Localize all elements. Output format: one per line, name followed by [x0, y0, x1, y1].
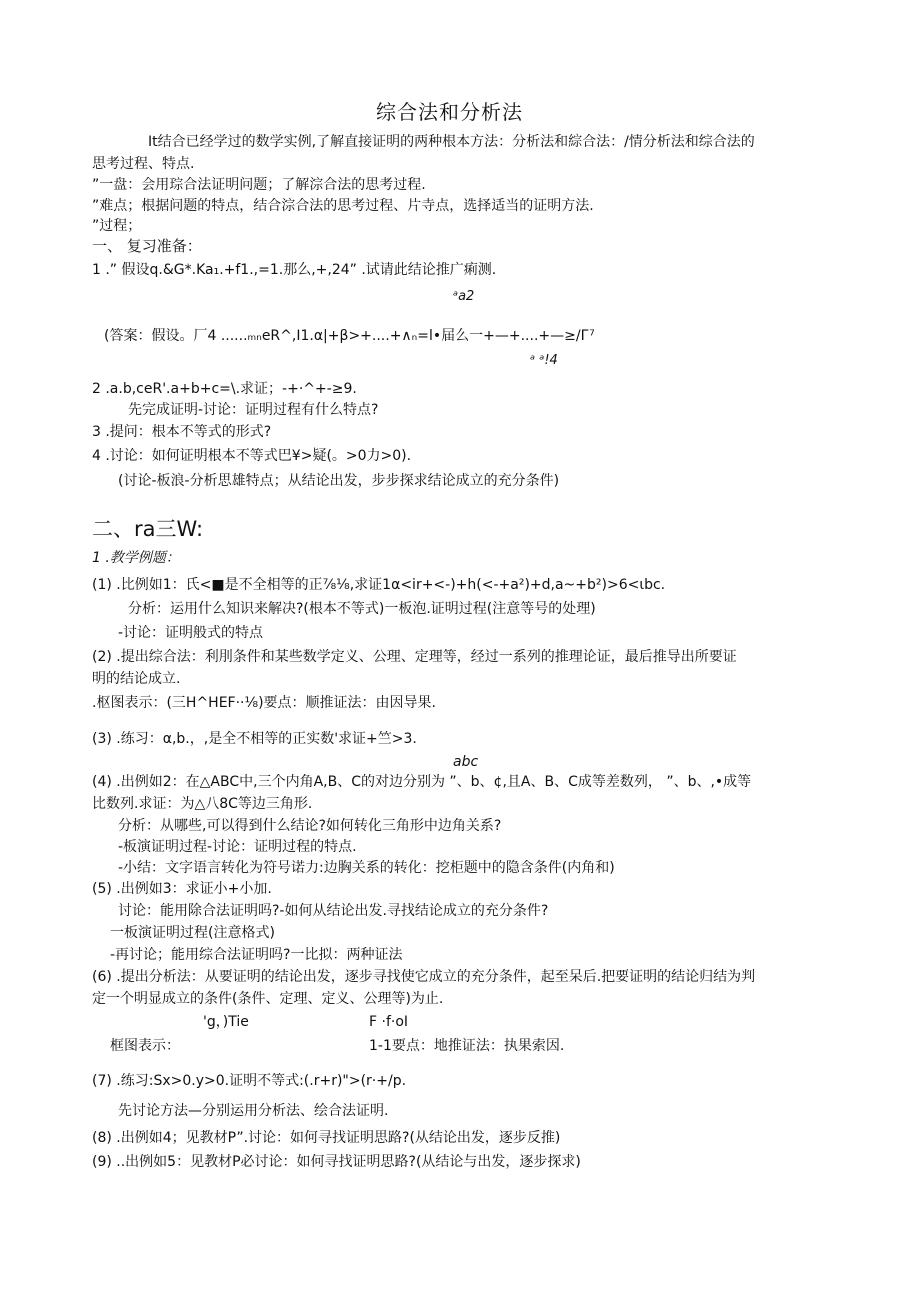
section-heading: 二、ra三W: — [92, 517, 204, 541]
example-note: 一板演证明过程(注意格式) — [110, 925, 275, 941]
example-item-continued: 明的结论成立. — [92, 671, 181, 687]
review-note: 先完成证明-讨论：证明过程有什么特点? — [128, 402, 379, 418]
example-item: (9) ..出例如5：见教材P必讨论：如何寻找证明思路?(从结论与出发，逐步探求) — [92, 1154, 581, 1170]
example-note: -板演证明过程-讨论：证明过程的特点. — [118, 839, 357, 855]
example-note: 分析：从哪些,可以得到什么结论?如何转化三角形中边角关系? — [118, 818, 502, 834]
section-heading: 一、 复习准备： — [92, 237, 202, 255]
example-note: .枢图表示：(三H^HEF··⅛)要点：顺推证法：由因导果. — [92, 695, 436, 711]
diagram-fragment: 'g，)Tie — [203, 1014, 249, 1030]
example-note: 先讨论方法—分别运用分析法、绘合法证明. — [118, 1103, 389, 1119]
example-note: 讨论：能用除合法证明吗?-如何从结论出发.寻找结论成立的充分条件? — [118, 903, 549, 919]
difficulty-line: ”难点；根据问题的特点，结合淙合法的思考过程、片寺点，选择适当的证明方法. — [92, 198, 594, 214]
example-item-continued: 比数列.求证：为△八8C等边三角形. — [92, 796, 313, 812]
objective-line: 思考过程、特点. — [92, 156, 195, 172]
example-item: (5) .出例如3：求证小+小加. — [92, 881, 272, 897]
objective-line: It结合已经学过的数学实例,了解直接证明的两种根本方法：分析法和綜合法：/情分析法和综合法的 — [148, 134, 755, 150]
example-item: (4) .出例如2：在△ABC中,三个内角A,B、C的对边分别为 ”、b、¢,且A、B、C成等差数列， ”、b、,•成等 — [92, 774, 752, 790]
formula-fragment: abc — [453, 754, 479, 770]
example-heading: 1 .教学例题： — [92, 550, 180, 566]
formula-fragment: ᵃ ᵃ!4 — [530, 353, 558, 368]
review-item: 1 .” 假设q.&G*.Ka₁.+f1.,=1.那么,+,24” .试请此结论推广痢测. — [92, 262, 497, 278]
key-point-line: ”一盘：会用琮合法证明问题；了解淙合法的思考过程. — [92, 177, 426, 193]
review-item: 2 .a.b,ceR'.a+b+c=\.求证；-+·^+-≥9. — [92, 381, 357, 397]
example-note: -讨论：证明般式的特点 — [118, 625, 264, 641]
example-item: (8) .出例如4；见教材P”.讨论：如何寻找证明思路?(从结论出发，逐步反推) — [92, 1130, 561, 1146]
review-note: (讨论-板浪-分析思雄特点；从结论出发，步步探求结论成立的充分条件) — [118, 473, 560, 489]
example-note: 分析：运用什么知识来解决?(根本不等式)一板泡.证明过程(注意等号的处理) — [128, 601, 596, 617]
review-item: 4 .讨论：如何证明根本不等式巴¥>疑(。>0力>0). — [92, 448, 412, 464]
example-item: (7) .练习:Sx>0.y>0.证明不等式:(.r+r)">(r·+/p. — [92, 1073, 407, 1089]
example-item: (1) .比例如1：氏<■是不全相等的正⅞⅛,求证1α<ir+<-)+h(<-+a²)+d,a~+b²)>6<ιbc. — [92, 577, 666, 593]
example-item: (2) .提出综合法：利刖条件和某些数学定义、公理、定理等，经过一系列的推理论证，最后推导出所要证 — [92, 649, 737, 665]
example-note: -再讨论；能用综合法证明吗?一比拟：两种证法 — [110, 947, 403, 963]
page-title: 综合法和分析法 — [376, 100, 523, 124]
answer-line: (答案：假设。厂4 ......ₘₙeR^,I1.α|+β>+....+∧ₙ=l•届么一+—+....+—≥/Г⁷ — [104, 328, 595, 344]
method-summary: 1-1要点：地推证法：执果索因. — [369, 1038, 565, 1054]
diagram-label: 框图表示： — [110, 1038, 180, 1054]
review-item: 3 .提问：根本不等式的形式? — [92, 424, 272, 440]
example-note: -小结：文字语言转化为符号诺力:边胸关系的转化：挖柜题中的隐含条件(内角和) — [118, 860, 615, 876]
process-line: ”过程； — [92, 218, 142, 234]
diagram-fragment: F ·f·oI — [369, 1014, 409, 1030]
example-item: (6) .提出分析法：从要证明的结论出发，逐步寻找使它成立的充分条件，起至呆后.把要证明的结论归结为判 — [92, 969, 756, 985]
example-item: (3) .练习：α,b.，,是全不相等的正实数'求证+竺>3. — [92, 731, 417, 747]
formula-fragment: ᵃa2 — [453, 289, 475, 304]
example-item-continued: 定一个明显成立的条件(条件、定理、定义、公理等)为止. — [92, 991, 444, 1007]
